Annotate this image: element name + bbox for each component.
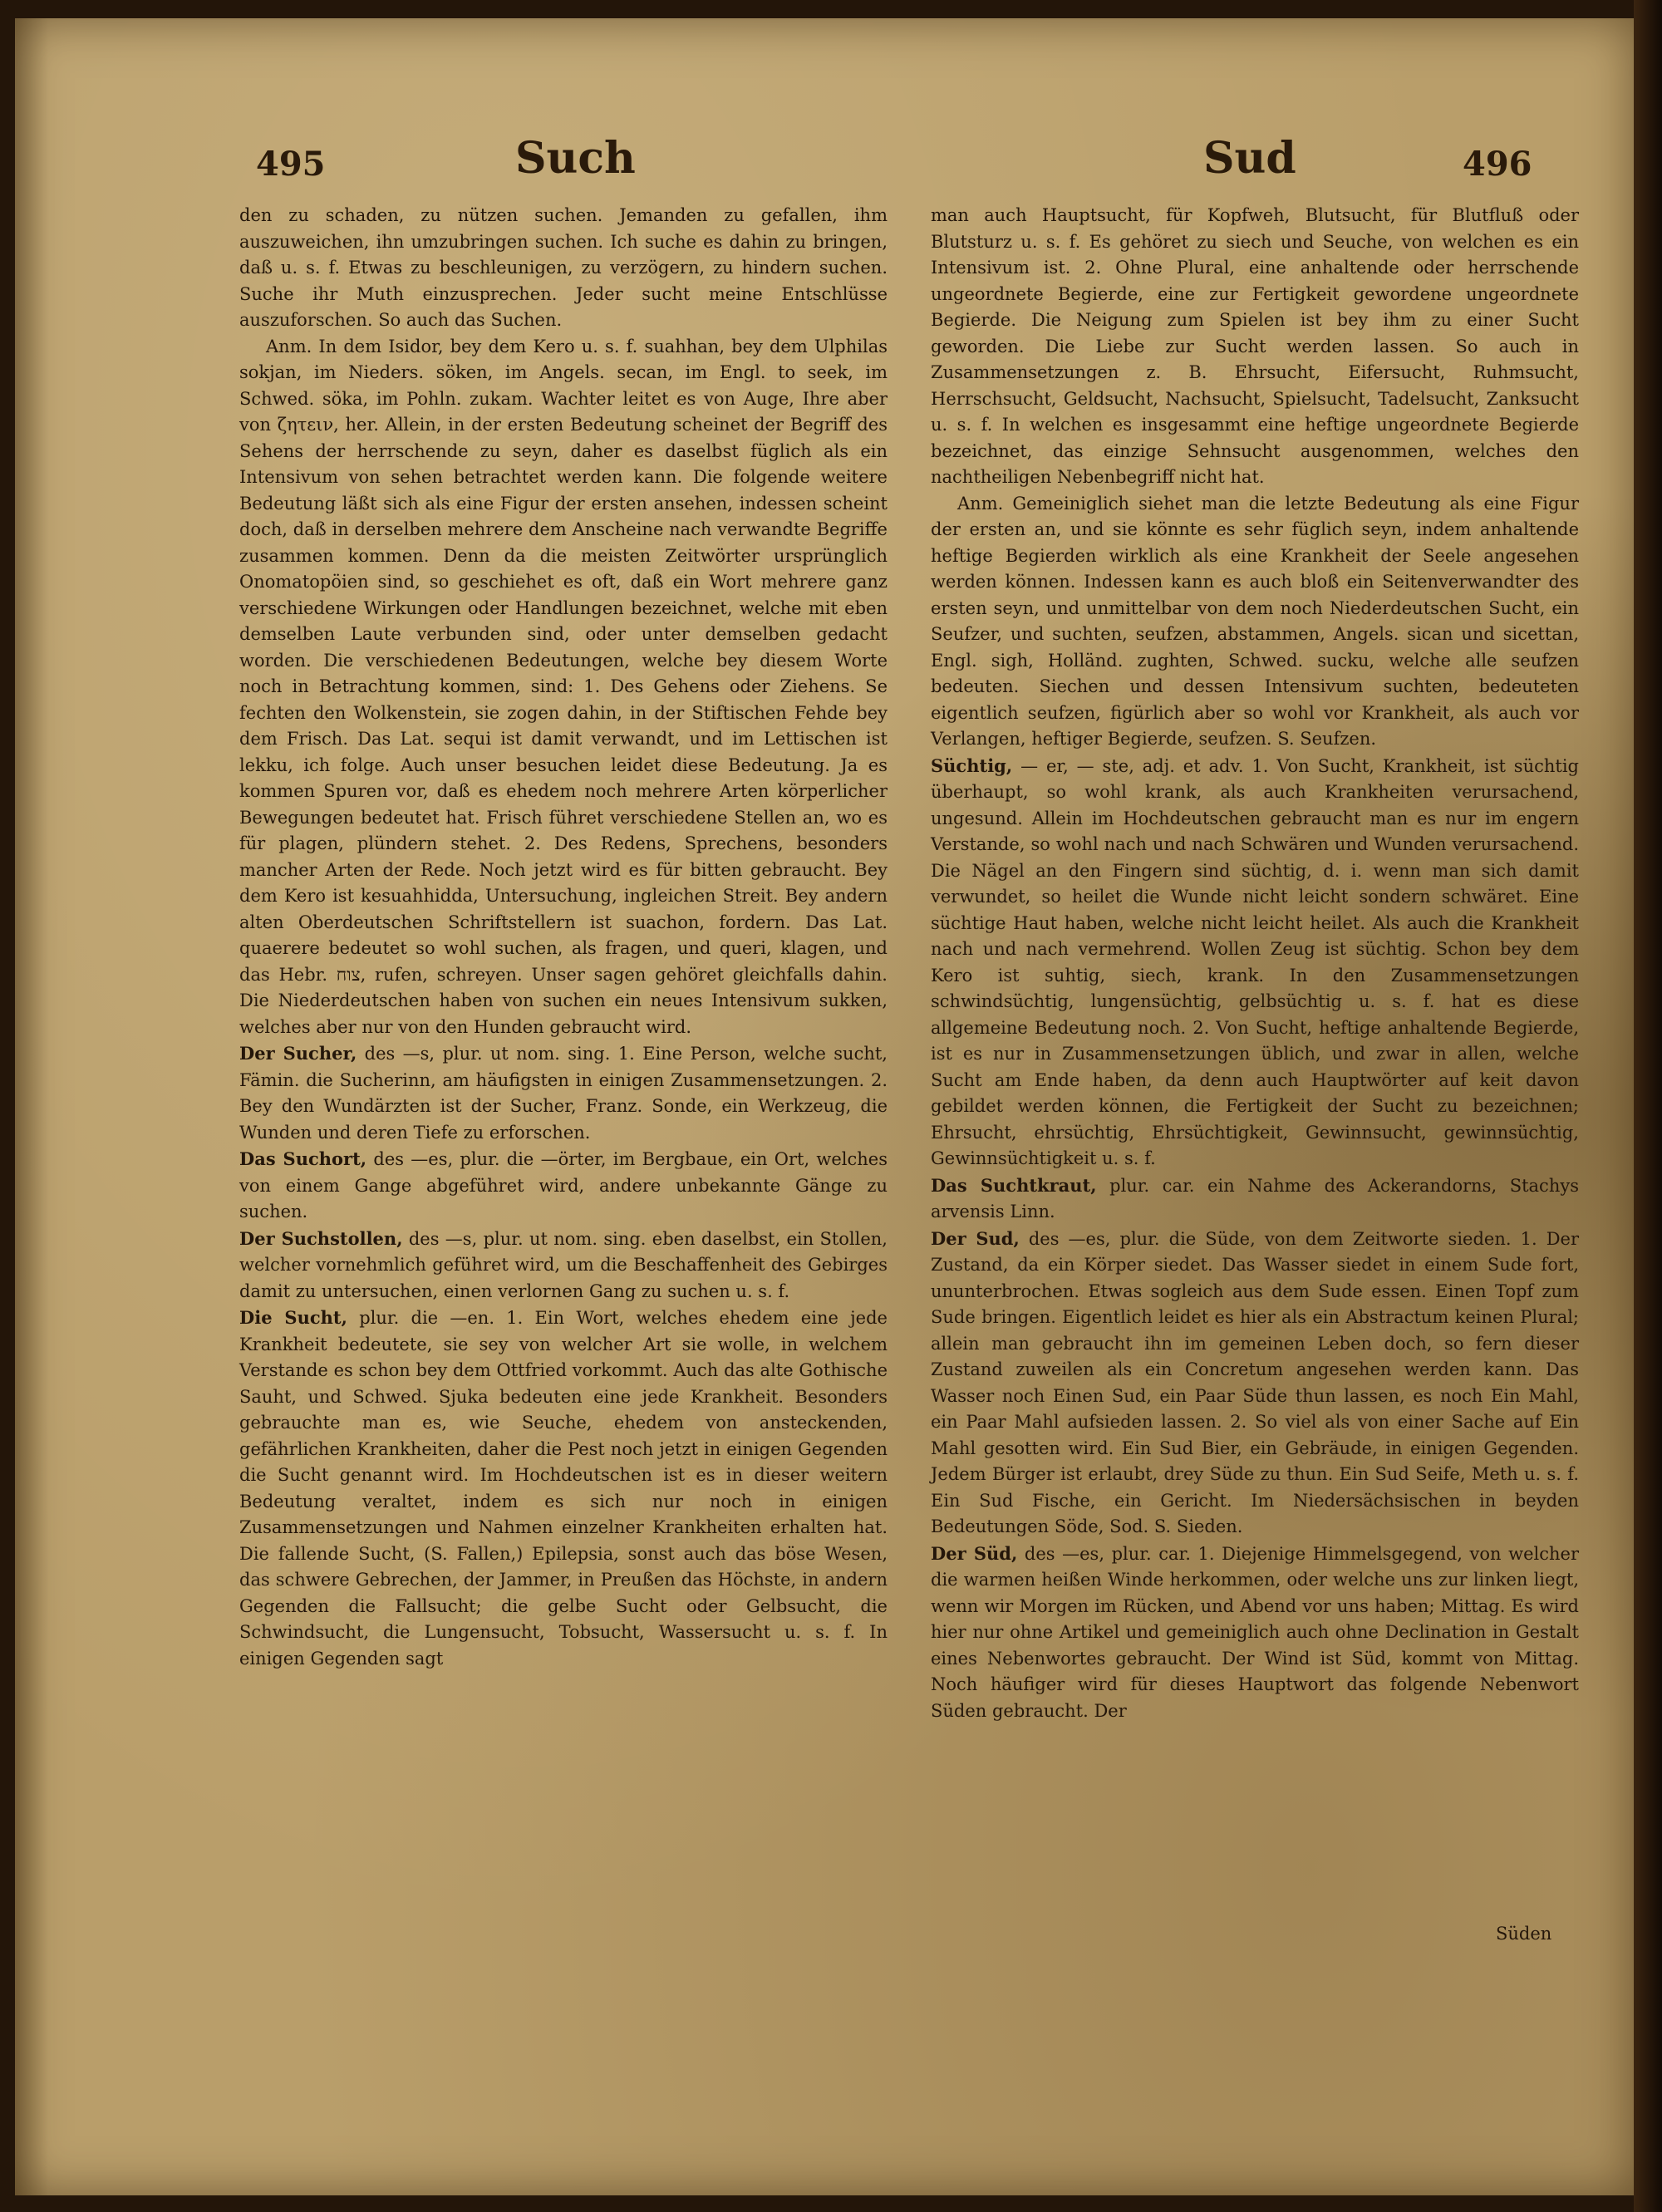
entry-text: des —es, plur. die Süde, von dem Zeitworte sieden. 1. Der Zustand, da ein Körper siedet. Das Wasser siedet in einem Sude fort, ununterbrochen. Etwas sogleich aus dem Sude essen. Einen Topf zum Sude bringen. Eigentlich leidet es hier als ein Abstractum keinen Plural; allein man gebraucht ihn im gemeinen Leben doch, so fern dieser Zustand zuweilen als ein Concretum angesehen werden kann. Das Wasser noch Einen Sud, ein Paar Süde thun lassen, es noch Ein Mahl, ein Paar Mahl aufsieden lassen. 2. So viel als von einer Sache auf Ein Mahl gesotten wird. Ein Sud Bier, ein Gebräude, in einigen Gegenden. Jedem Bürger ist erlaubt, drey Süde zu thun. Ein Sud Seife, Meth u. s. f. Ein Sud Fische, ein Gericht. Im Niedersächsischen in beyden Bedeutungen Söde, Sod. S. Sieden. [931, 1228, 1579, 1536]
entry-headword: Der Sucher, [239, 1043, 357, 1064]
entry-text: man auch Hauptsucht, für Kopfweh, Blutsucht, für Blutfluß oder Blutsturz u. s. f. Es gehöret zu siech und Seuche, von welchen es ein Intensivum ist. 2. Ohne Plural, eine anhaltende oder herrschende ungeordnete Begierde, eine zur Fertigkeit gewordene ungeordnete Begierde. Die Neigung zum Spielen ist bey ihm zu einer Sucht geworden. Die Liebe zur Sucht werden lassen. So auch in Zusammensetzungen z. B. Ehrsucht, Eifersucht, Ruhmsucht, Herrschsucht, Geldsucht, Nachsucht, Spielsucht, Tadelsucht, Zanksucht u. s. f. In welchen es insgesammt eine heftige ungeordnete Begierde bezeichnet, das einzige Sehnsucht ausgenommen, welches den nachtheiligen Nebenbegriff nicht hat. [931, 205, 1579, 487]
dictionary-entry [239, 1305, 888, 1672]
entry-continuation [239, 203, 888, 334]
dictionary-entry [239, 1146, 888, 1226]
entry-headword: Das Suchtkraut, [931, 1174, 1097, 1196]
right-running-head: Sud [1203, 133, 1296, 184]
right-page-number: 496 [1463, 145, 1532, 184]
book-gutter [1634, 0, 1662, 2212]
entry-headword: Der Suchstollen, [239, 1227, 403, 1249]
entry-headword: Der Sud, [931, 1227, 1020, 1249]
right-column [931, 203, 1579, 1724]
entry-text: des —es, plur. car. 1. Diejenige Himmelsgegend, von welcher die warmen heißen Winde herkommen, oder welche uns zur linken liegt, wenn wir Morgen im Rücken, und Abend vor uns haben; Mittag. Es wird hier nur ohne Artikel und gemeiniglich auch ohne Declination in Gestalt eines Nebenwortes gebraucht. Der Wind ist Süd, kommt von Mittag. Noch häufiger wird für dieses Hauptwort das folgende Nebenwort Süden gebraucht. Der [931, 1543, 1580, 1721]
dictionary-entry [931, 1226, 1579, 1541]
entry-text: Anm. In dem Isidor, bey dem Kero u. s. f. suahhan, bey dem Ulphilas sokjan, im Nieders. söken, im Angels. secan, im Engl. to seek, im Schwed. söka, im Pohln. zukam. Wachter leitet es von Auge, Ihre aber von ζητειν, her. Allein, in der ersten Bedeutung scheinet der Begriff des Sehens der herrschende zu seyn, daher es daselbst füglich als ein Intensivum von sehen betrachtet werden kann. Die folgende weitere Bedeutung läßt sich als eine Figur der ersten ansehen, indessen scheint doch, daß in derselben mehrere dem Anscheine nach verwandte Begriffe zusammen kommen. Denn da die meisten Zeitwörter ursprünglich Onomatopöien sind, so geschiehet es oft, daß ein Wort mehrere ganz verschiedene Wirkungen oder Handlungen bezeichnet, welche mit eben demselben Laute verbunden sind, oder unter demselben gedacht worden. Die verschiedenen Bedeutungen, welche bey diesem Worte noch in Betrachtung kommen, sind: 1. Des Gehens oder Ziehens. Se fechten den Wolkenstein, sie zogen dahin, in der Stiftischen Fehde bey dem Frisch. Das Lat. sequi ist damit verwandt, und im Lettischen ist lekku, ich folge. Auch unser besuchen leidet diese Bedeutung. Ja es kommen Spuren vor, daß es ehedem noch mehrere Arten körperlicher Bewegungen bedeutet hat. Frisch führet verschiedene Stellen an, wo es für plagen, plündern stehet. 2. Des Redens, Sprechens, besonders mancher Arten der Rede. Noch jetzt wird es für bitten gebraucht. Bey dem Kero ist kesuahhidda, Untersuchung, ingleichen Streit. Bey andern alten Oberdeutschen Schriftstellern ist suachon, fordern. Das Lat. quaerere bedeutet so wohl suchen, als fragen, und queri, klagen, und das Hebr. צוח, rufen, schreyen. Unser sagen gehöret gleichfalls dahin. Die Niederdeutschen haben von suchen ein neues Intensivum sukken, welches aber nur von den Hunden gebraucht wird. [239, 336, 888, 1037]
entry-text: — er, — ste, adj. et adv. 1. Von Sucht, Krankheit, ist süchtig überhaupt, so wohl krank, als auch Krankheiten verursachend, ungesund. Allein im Hochdeutschen gebraucht man es nur im engern Verstande, so wohl nach und nach Schwären und Wunden verursachend. Die Nägel an den Fingern sind süchtig, d. i. wenn man sich damit verwundet, so heilet die Wunde nicht leicht sondern schwäret. Eine süchtige Haut haben, welche nicht leicht heilet. Als auch die Krankheit nach und nach vermehrend. Wollen Zeug ist süchtig. Schon bey dem Kero ist suhtig, siech, krank. In den Zusammensetzungen schwindsüchtig, lungensüchtig, gelbsüchtig u. s. f. hat es diese allgemeine Bedeutung noch. 2. Von Sucht, heftige anhaltende Begierde, ist es nur in Zusammensetzungen üblich, und zwar in allen, welche Sucht am Ende haben, da denn auch Hauptwörter auf keit davon gebildet werden können, die Fertigkeit der Sucht zu bezeichnen; Ehrsucht, ehrsüchtig, Ehrsüchtigkeit, Gewinnsucht, gewinnsüchtig, Gewinnsüchtigkeit u. s. f. [931, 755, 1579, 1168]
page-header [15, 125, 1634, 199]
dictionary-entry [931, 753, 1579, 1172]
entry-headword: Süchtig, [931, 755, 1013, 776]
entry-headword: Das Suchort, [239, 1148, 367, 1169]
entry-text: plur. die —en. 1. Ein Wort, welches ehedem eine jede Krankheit bedeutete, sie sey von welcher Art sie wolle, in welchem Verstande es schon bey dem Ottfried vorkommt. Auch das alte Gothische Sauht, und Schwed. Sjuka bedeuten eine jede Krankheit. Besonders gebrauchte man es, wie Seuche, ehedem von ansteckenden, gefährlichen Krankheiten, daher die Pest noch jetzt in einigen Gegenden die Sucht genannt wird. Im Hochdeutschen ist es in dieser weitern Bedeutung veraltet, indem es sich nur noch in einigen Zusammensetzungen und Nahmen einzelner Krankheiten erhalten hat. Die fallende Sucht, (S. Fallen,) Epilepsia, sonst auch das böse Wesen, das schwere Gebrechen, der Jammer, in Preußen das Höchste, in andern Gegenden die Fallsucht; die gelbe Sucht oder Gelbsucht, die Schwindsucht, die Lungensucht, Tobsucht, Wassersucht u. s. f. In einigen Gegenden sagt [239, 1308, 888, 1669]
entry-text: den zu schaden, zu nützen suchen. Jemanden zu gefallen, ihm auszuweichen, ihn umzubringen suchen. Ich suche es dahin zu bringen, daß u. s. f. Etwas zu beschleunigen, zu verzögern, zu hindern suchen. Suche ihr Muth einzusprechen. Jeder sucht meine Entschlüsse auszuforschen. So auch das Suchen. [239, 205, 888, 330]
entry-text: des —s, plur. ut nom. sing. 1. Eine Person, welche sucht, Fämin. die Sucherinn, am häufigsten in einigen Zusammensetzungen. 2. Bey den Wundärzten ist der Sucher, Franz. Sonde, ein Werkzeug, die Wunden und deren Tiefe zu erforschen. [239, 1044, 888, 1143]
entry-note [239, 334, 888, 1041]
entry-text: des —s, plur. ut nom. sing. eben daselbst, ein Stollen, welcher vornehmlich geführet wird, um die Beschaffenheit des Gebirges damit zu untersuchen, einen verlornen Gang zu suchen u. s. f. [239, 1228, 888, 1301]
entry-text: des —es, plur. die —örter, im Bergbaue, ein Ort, welches von einem Gange abgeführet wird, andere unbekannte Gänge zu suchen. [239, 1149, 888, 1222]
entry-note [931, 491, 1579, 753]
entry-headword: Die Sucht, [239, 1307, 347, 1328]
dictionary-entry [931, 1541, 1579, 1725]
book-page [15, 18, 1634, 2195]
left-running-head: Such [515, 133, 636, 184]
entry-headword: Der Süd, [931, 1542, 1018, 1564]
footer-catchword: Süden [1496, 1924, 1552, 1944]
entry-text: plur. car. ein Nahme des Ackerandorns, Stachys arvensis Linn. [931, 1175, 1579, 1222]
left-column [239, 203, 888, 1672]
dictionary-entry [239, 1226, 888, 1305]
entry-continuation [931, 203, 1579, 491]
dictionary-entry [239, 1040, 888, 1146]
entry-text: Anm. Gemeiniglich siehet man die letzte Bedeutung als eine Figur der ersten an, und sie könnte es sehr füglich seyn, indem anhaltende heftige Begierden wirklich als eine Krankheit der Seele angesehen werden können. Indessen kann es auch bloß ein Seitenverwandter des ersten seyn, und unmittelbar von dem noch Niederdeutschen Sucht, ein Seufzer, und suchten, seufzen, abstammen, Angels. sican und sicettan, Engl. sigh, Holländ. zughten, Schwed. sucku, welche alle seufzen bedeuten. Siechen und dessen Intensivum suchten, bedeuteten eigentlich seufzen, figürlich aber so wohl vor Krankheit, als auch vor Verlangen, heftiger Begierde, seufzen. S. Seufzen. [931, 493, 1579, 749]
left-page-number: 495 [256, 145, 326, 184]
dictionary-entry [931, 1172, 1579, 1226]
